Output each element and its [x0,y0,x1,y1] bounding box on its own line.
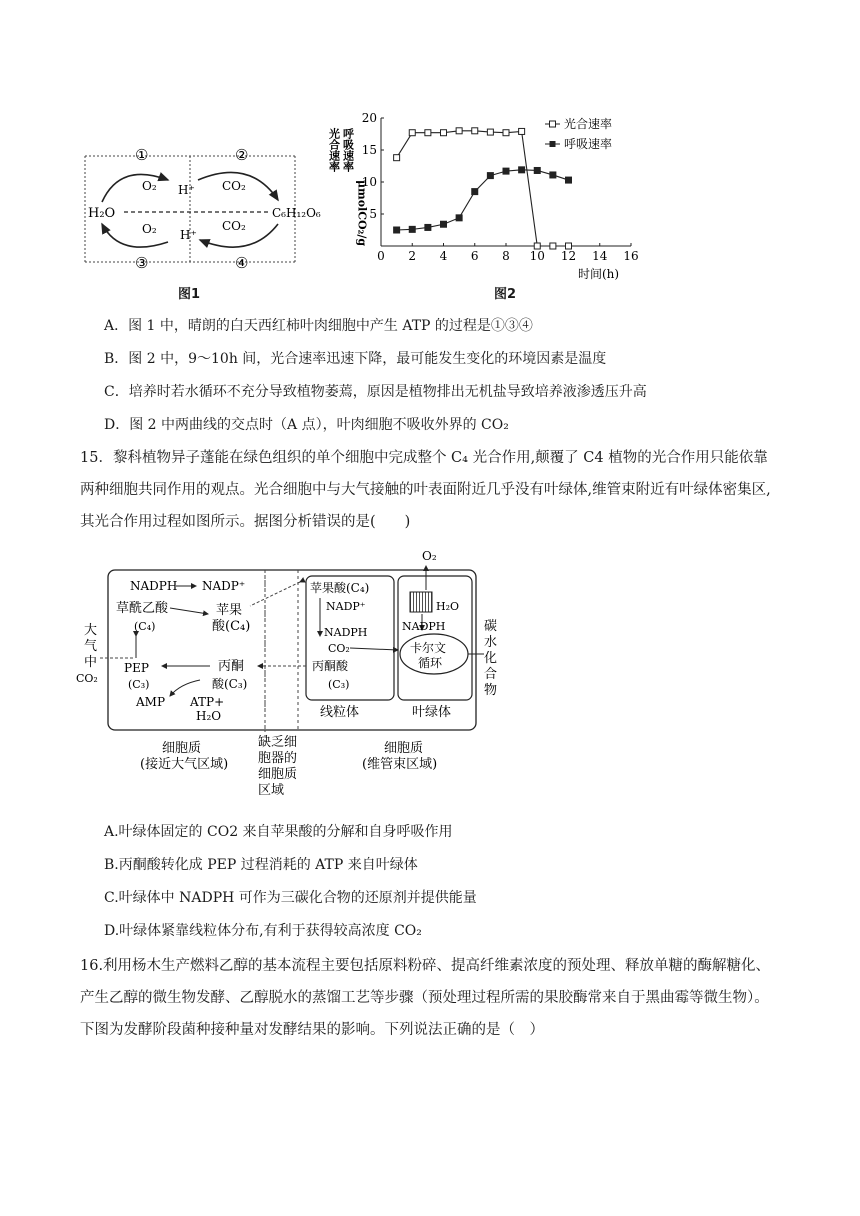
series-2-point [550,172,556,178]
mito-pyruvate-carbon: (C₃) [328,678,350,691]
carb-char-5: 物 [484,683,498,698]
y-axis-label-1: 光合速率 [327,128,341,172]
x-tick-label: 12 [560,249,577,263]
o2-bottom: O₂ [142,222,157,236]
q16-stem: 16.利用杨木生产燃料乙醇的基本流程主要包括原料粉碎、提高纤维素浓度的预处理、释放单糖的酶解糖化、产生乙醇的微生物发酵、乙醇脱水的蒸馏工艺等步骤（预处理过程所需的果胶酶常来自于黑曲霉等微生物）。下图为发酵阶段菌种接种量对发酵结果的影响。下列说法正确的是（ ） [80,958,771,1038]
series-2-point [456,215,462,221]
series-1-point [456,128,462,134]
chloroplast-label: 叶绿体 [412,705,452,720]
y-axis-label-3: μmolCO₂/g [355,180,369,247]
process-2-label: ② [235,146,249,164]
series-2-point [425,224,431,230]
series-2-point [394,227,400,233]
x-tick-label: 14 [592,249,608,263]
figure-1 [80,140,321,305]
o2-label: O₂ [422,549,437,563]
process-4-label: ④ [235,254,249,272]
series-1-point [487,129,493,135]
process-3-label: ③ [135,254,149,272]
atmo-char-3: 中 [84,655,98,670]
calvin-label-2: 循环 [418,656,443,670]
atp-label-2: H₂O [196,709,222,723]
series-1-point [503,130,509,136]
q15-stem: 15．黎科植物异子蓬能在绿色组织的单个细胞中完成整个 C₄ 光合作用,颠覆了 C4 植物的光合作用只能依靠两种细胞共同作用的观点。光合细胞中与大气接触的叶表面附近几乎没有叶绿体,维管束附近有叶绿体密集区,其光合作用过程如图所示。据图分析错误的是( ) [80,450,771,530]
atmo-co2: CO₂ [76,672,98,685]
series-2-point [441,221,447,227]
chloro-nadph: NADPH [402,620,446,633]
q14-option-a: A．图 1 中，晴朗的白天西红柿叶肉细胞中产生 ATP 的过程是①③④ [104,318,533,334]
q15-option-b: B.丙酮酸转化成 PEP 过程消耗的 ATP 来自叶绿体 [104,857,418,873]
mito-nadp: NADP⁺ [326,600,366,613]
co2-bottom: CO₂ [222,219,246,233]
x-axis-label: 时间(h) [578,267,620,281]
series-1-point [425,130,431,136]
carb-char-2: 水 [484,635,498,650]
middle-2: 胞器的 [258,751,298,766]
legend-respiration: 呼吸速率 [564,137,613,151]
middle-4: 区域 [258,783,285,798]
carb-char-3: 化 [484,651,498,666]
series-1-point [472,128,478,134]
carb-char-4: 合 [484,667,498,682]
y-tick-label: 10 [361,175,377,189]
mitochondrion-label: 线粒体 [320,705,360,720]
nadph-left: NADPH [130,579,178,593]
series-1-point [441,130,447,136]
malate-left-2: 酸(C₄) [212,619,251,634]
q15-option-a: A.叶绿体固定的 CO2 来自苹果酸的分解和自身呼吸作用 [104,824,453,840]
glucose-label: C₆H₁₂O₆ [272,206,321,220]
atp-label-1: ATP+ [190,695,225,709]
calvin-label-1: 卡尔文 [410,641,447,655]
q15-option-c: C.叶绿体中 NADPH 可作为三碳化合物的还原剂并提供能量 [104,890,477,906]
x-tick-label: 6 [470,249,479,263]
figure-1-caption: 图1 [178,287,201,302]
h-top: H⁺ [178,183,195,197]
q14-option-d: D．图 2 中两曲线的交点时（A 点），叶肉细胞不吸收外界的 CO₂ [104,417,509,433]
middle-1: 缺乏细 [258,735,298,750]
oaa-label: 草酰乙酸 [116,601,169,616]
mito-nadph: NADPH [324,626,368,639]
oaa-carbon: (C₄) [134,620,156,633]
x-tick-label: 16 [623,249,639,263]
carb-char-1: 碳 [484,619,498,634]
series-1-point [534,243,540,249]
series-1-point [409,130,415,136]
legend-photosynthesis: 光合速率 [564,117,613,131]
x-tick-label: 4 [439,249,448,263]
y-tick-label: 15 [361,143,377,157]
q14-option-b: B．图 2 中，9～10h 间，光合速率迅速下降，最可能发生变化的环境因素是温度 [104,351,607,367]
pep-carbon: (C₃) [128,678,150,691]
q15-option-d: D.叶绿体紧靠线粒体分布,有利于获得较高浓度 CO₂ [104,923,422,939]
malate-left-1: 苹果 [216,603,243,618]
co2-top: CO₂ [222,179,246,193]
mito-pyruvate: 丙酮酸 [312,659,349,673]
cyto-left-1: 细胞质 [162,741,202,756]
h2o-label: H₂O [436,600,460,613]
series-2-point [409,226,415,232]
series-1-point [550,243,556,249]
pyr-left-2: 酸(C₃) [212,677,248,691]
series-2-point [487,173,493,179]
atmo-char-1: 大 [84,623,98,638]
water-label: H₂O [88,206,116,221]
mito-co2: CO₂ [328,642,350,655]
x-tick-label: 8 [502,249,510,263]
q14-option-c: C．培养时若水循环不充分导致植物萎蔫，原因是植物排出无机盐导致培养液渗透压升高 [104,384,647,400]
figure-2-chart [328,106,650,286]
cyto-right-2: (维管束区域) [362,757,438,772]
series-line-1 [397,131,569,246]
x-tick-label: 10 [529,249,545,263]
process-1-label: ① [135,146,149,164]
q15-diagram [70,546,510,808]
h-bottom: H⁺ [180,228,197,242]
nadp-left: NADP⁺ [202,579,246,593]
series-2-point [534,167,540,173]
mito-malate: 苹果酸(C₄) [310,581,370,595]
series-1-point [566,243,572,249]
series-1-point [394,155,400,161]
middle-3: 细胞质 [258,767,298,782]
y-tick-label: 20 [361,111,377,125]
amp-label: AMP [136,695,166,709]
series-2-point [519,167,525,173]
series-2-point [566,177,572,183]
series-1-point [519,128,525,134]
pep-label: PEP [124,661,149,675]
series-line-2 [397,170,569,230]
o2-top: O₂ [142,179,157,193]
pyr-left-1: 丙酮 [218,659,245,674]
x-tick-label: 0 [377,249,385,263]
series-2-point [503,168,509,174]
x-tick-label: 2 [408,249,417,263]
series-2-point [472,189,478,195]
y-axis-label-2: 呼吸速率 [341,128,355,172]
cyto-right-1: 细胞质 [384,741,424,756]
figure-2-caption: 图2 [494,287,517,302]
chart-legend [545,116,612,151]
cyto-left-2: (接近大气区域) [140,757,229,772]
y-tick-label: 5 [369,207,377,221]
atmo-char-2: 气 [84,639,98,654]
